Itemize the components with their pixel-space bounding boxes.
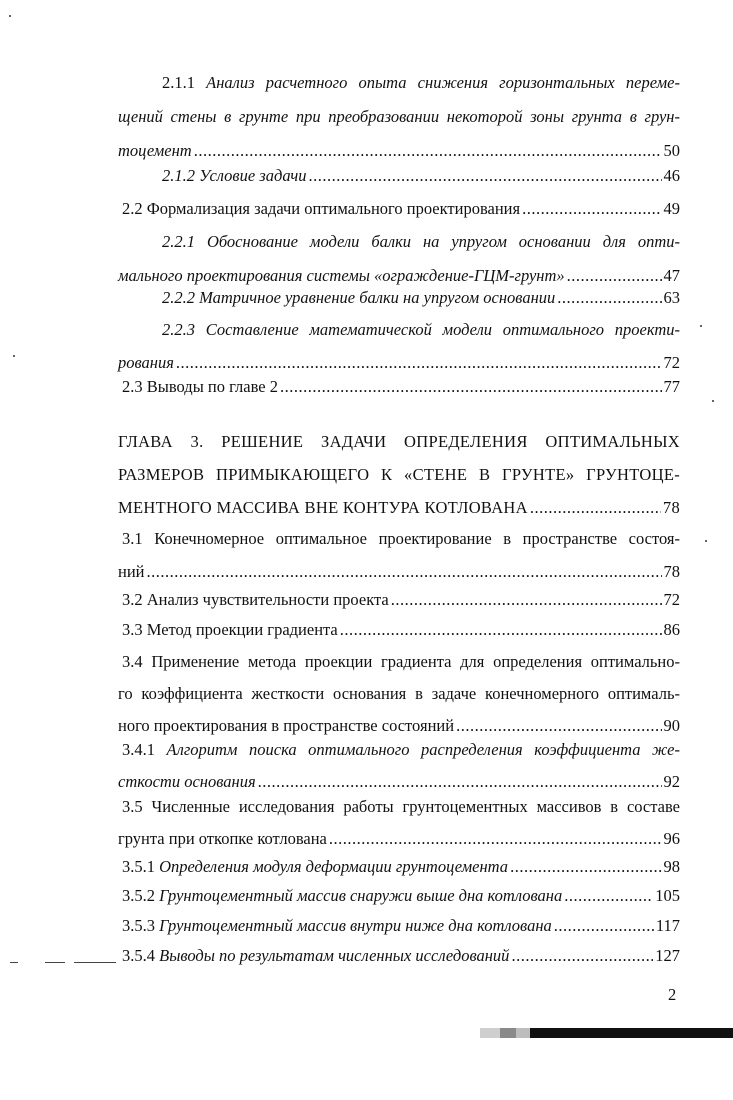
page-ref: 78 bbox=[662, 498, 680, 517]
toc-line-last: тоцемент ..... 50 bbox=[118, 141, 680, 161]
toc-entry-2-2[interactable]: 2.2 Формализация задачи оптимального проектирования ..... 49 bbox=[118, 199, 680, 219]
page-ref: 47 bbox=[663, 266, 680, 285]
page-ref: 127 bbox=[655, 946, 680, 965]
toc-entry-3-4[interactable]: 3.4 Применение метода проекции градиента для определения оптимально- го коэффициента жесткости основания в задаче конечномерного оптималь- ного проектирования в пространстве состояний ..... 90 bbox=[118, 652, 680, 736]
scan-speck bbox=[9, 15, 11, 17]
toc-entry-3-2[interactable]: 3.2 Анализ чувствительности проекта ..... 72 bbox=[118, 590, 680, 610]
page-ref: 92 bbox=[663, 772, 680, 791]
toc-entry-3-4-1[interactable]: 3.4.1 Алгоритм поиска оптимального распределения коэффициента же- сткости основания ..... 92 bbox=[118, 740, 680, 792]
toc-entry-2-3[interactable]: 2.3 Выводы по главе 2 ..... 77 bbox=[118, 377, 680, 397]
toc-entry-3-1[interactable]: 3.1 Конечномерное оптимальное проектирование в пространстве состоя- ний ..... 78 bbox=[118, 529, 680, 582]
toc-entry-3-5-2[interactable]: 3.5.2 Грунтоцементный массив снаружи выше дна котлована ..... 105 bbox=[118, 886, 680, 906]
page-ref: 50 bbox=[663, 141, 680, 160]
scan-artifact bbox=[45, 962, 65, 963]
chapter-3-heading[interactable]: ГЛАВА 3. РЕШЕНИЕ ЗАДАЧИ ОПРЕДЕЛЕНИЯ ОПТИМАЛЬНЫХ РАЗМЕРОВ ПРИМЫКАЮЩЕГО К «СТЕНЕ В ГРУНТЕ» ГРУНТОЦЕ- МЕНТНОГО МАССИВА ВНЕ КОНТУРА КОТЛОВАНА ..... 78 bbox=[118, 432, 680, 518]
toc-entry-3-5[interactable]: 3.5 Численные исследования работы грунтоцементных массивов в составе грунта при откопке котлована ..... 96 bbox=[118, 797, 680, 849]
page-ref: 86 bbox=[663, 620, 680, 639]
page-ref: 117 bbox=[655, 916, 680, 935]
scan-artifact-bar bbox=[480, 1028, 733, 1038]
scan-speck bbox=[712, 400, 714, 402]
page-ref: 78 bbox=[663, 562, 680, 581]
page-ref: 49 bbox=[663, 199, 680, 218]
toc-entry-3-5-4[interactable]: 3.5.4 Выводы по результатам численных исследований ..... 127 bbox=[118, 946, 680, 966]
toc-entry-2-2-1[interactable]: 2.2.1 Обоснование модели балки на упругом основании для опти- мального проектирования системы «ограждение-ГЦМ-грунт» ..... 47 bbox=[118, 232, 680, 286]
page-ref: 105 bbox=[655, 886, 680, 905]
scan-speck bbox=[705, 540, 707, 542]
toc-entry-3-5-3[interactable]: 3.5.3 Грунтоцементный массив внутри ниже дна котлована ..... 117 bbox=[118, 916, 680, 936]
scan-artifact bbox=[74, 962, 116, 963]
scan-artifact bbox=[10, 962, 18, 963]
page-ref: 77 bbox=[663, 377, 680, 396]
toc-entry-2-1-1[interactable] bbox=[118, 73, 680, 161]
toc-entry-2-2-3[interactable]: 2.2.3 Составление математической модели оптимального проекти- рования ..... 72 bbox=[118, 320, 680, 373]
toc-line: щений стены в грунте при преобразовании некоторой зоны грунта в грун- bbox=[118, 107, 680, 126]
toc-entry-3-5-1[interactable]: 3.5.1 Определения модуля деформации грунтоцемента ..... 98 bbox=[118, 857, 680, 877]
page-ref: 90 bbox=[663, 716, 680, 735]
page-ref: 46 bbox=[663, 166, 680, 185]
page-ref: 96 bbox=[663, 829, 680, 848]
chapter-line: РАЗМЕРОВ ПРИМЫКАЮЩЕГО К «СТЕНЕ В ГРУНТЕ» ГРУНТОЦЕ- bbox=[118, 465, 680, 484]
scan-speck bbox=[13, 355, 15, 357]
toc-line: 2.1.1 Анализ расчетного опыта снижения горизонтальных переме- bbox=[162, 73, 680, 92]
page-ref: 98 bbox=[663, 857, 680, 876]
chapter-line: ГЛАВА 3. РЕШЕНИЕ ЗАДАЧИ ОПРЕДЕЛЕНИЯ ОПТИМАЛЬНЫХ bbox=[118, 432, 680, 451]
scan-speck bbox=[700, 325, 702, 327]
page-ref: 72 bbox=[663, 353, 680, 372]
page-ref: 72 bbox=[663, 590, 680, 609]
toc-entry-2-2-2[interactable]: 2.2.2 Матричное уравнение балки на упругом основании ..... 63 bbox=[118, 288, 680, 308]
toc-entry-2-1-2[interactable]: 2.1.2 Условие задачи ..... 46 bbox=[118, 166, 680, 186]
page-number: 2 bbox=[668, 985, 677, 1004]
toc-entry-3-3[interactable]: 3.3 Метод проекции градиента ..... 86 bbox=[118, 620, 680, 640]
page-ref: 63 bbox=[663, 288, 680, 307]
